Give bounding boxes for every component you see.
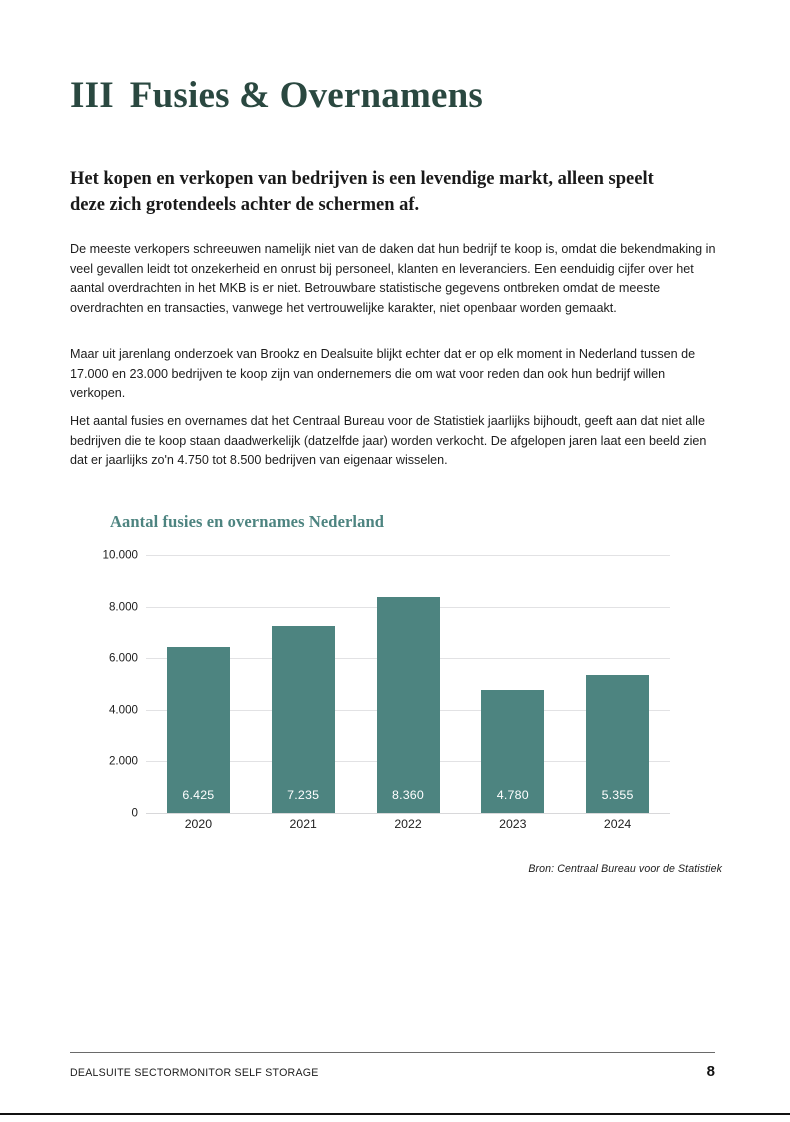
bar-slot — [272, 555, 335, 813]
section-numeral: III — [70, 75, 114, 116]
body-paragraph-2: Maar uit jarenlang onderzoek van Brookz en Dealsuite blijkt echter dat er op elk moment in Nederland tussen de 17.000 en 23.000 bedrijven te koop zijn van ondernemers die om wat voor reden dan ook hun bedrijf willen verkopen. — [70, 347, 696, 401]
y-axis-tick-label: 2.000 — [108, 754, 138, 768]
bar-value-label: 6.425 — [182, 788, 215, 802]
chart-plot-area — [70, 548, 670, 820]
bar — [586, 675, 649, 813]
body-paragraph-1: De meeste verkopers schreeuwen namelijk niet van de daken dat hun bedrijf te koop is, omdat die bekendmaking in veel gevallen leidt tot onzekerheid en onrust bij personeel, klanten en leveranciers. Een eenduidig cijfer over het aantal overdrachten in het MKB is er niet. Betrouwbare statistische gegevens ontbreken omdat de meeste overdrachten en transacties, vanwege het vertrouwelijke karakter, niet openbaar worden gemaakt. — [70, 242, 716, 315]
y-axis-tick-label: 6.000 — [108, 651, 138, 665]
chart-bars — [146, 555, 670, 813]
y-axis-tick-label: 0 — [131, 806, 138, 820]
lead-paragraph: Het kopen en verkopen van bedrijven is een levendige markt, alleen speelt deze zich grotendeels achter de schermen af. — [70, 169, 654, 216]
bar — [481, 690, 544, 813]
bar-value-label: 7.235 — [287, 788, 320, 802]
bar — [272, 626, 335, 813]
footer-divider — [70, 1052, 715, 1053]
gridline — [146, 813, 670, 814]
bar-value-label: 8.360 — [391, 788, 424, 802]
x-axis-tick-label: 2020 — [184, 817, 213, 831]
x-axis-tick-label: 2022 — [394, 817, 422, 831]
page-title — [70, 76, 483, 117]
section-title-text: Fusies & Overnamens — [129, 75, 484, 116]
bar-chart — [70, 505, 722, 895]
x-axis-tick-label: 2023 — [499, 817, 527, 831]
x-axis-tick-label: 2021 — [289, 817, 317, 831]
chart-title: Aantal fusies en overnames Nederland — [110, 512, 385, 531]
bar — [167, 647, 230, 813]
bar-slot — [167, 555, 230, 813]
bar-slot — [481, 555, 544, 813]
y-axis — [70, 548, 146, 820]
x-axis — [146, 817, 722, 837]
bar-value-label: 5.355 — [601, 788, 634, 802]
y-axis-tick-label: 10.000 — [102, 548, 138, 562]
bar-slot — [377, 555, 440, 813]
bar-slot — [586, 555, 649, 813]
y-axis-tick-label: 4.000 — [108, 703, 138, 717]
x-axis-tick-label: 2024 — [603, 817, 632, 831]
bar-value-label: 4.780 — [496, 788, 529, 802]
page-edge-line — [0, 1113, 790, 1115]
footer-label: DEALSUITE SECTORMONITOR SELF STORAGE — [70, 1067, 319, 1079]
chart-source: Bron: Centraal Bureau voor de Statistiek — [528, 863, 722, 875]
body-paragraph-3: Het aantal fusies en overnames dat het Centraal Bureau voor de Statistiek jaarlijks bijhoudt, geeft aan dat niet alle bedrijven die te koop staan daadwerkelijk (datzelfde jaar) worden verkocht. De afgelopen jaren laat een beeld zien dat er jaarlijks zo'n 4.750 tot 8.500 bedrijven van eigenaar wisselen. — [70, 414, 707, 468]
bar — [377, 597, 440, 813]
page-number: 8 — [706, 1063, 715, 1080]
y-axis-tick-label: 8.000 — [108, 600, 138, 614]
